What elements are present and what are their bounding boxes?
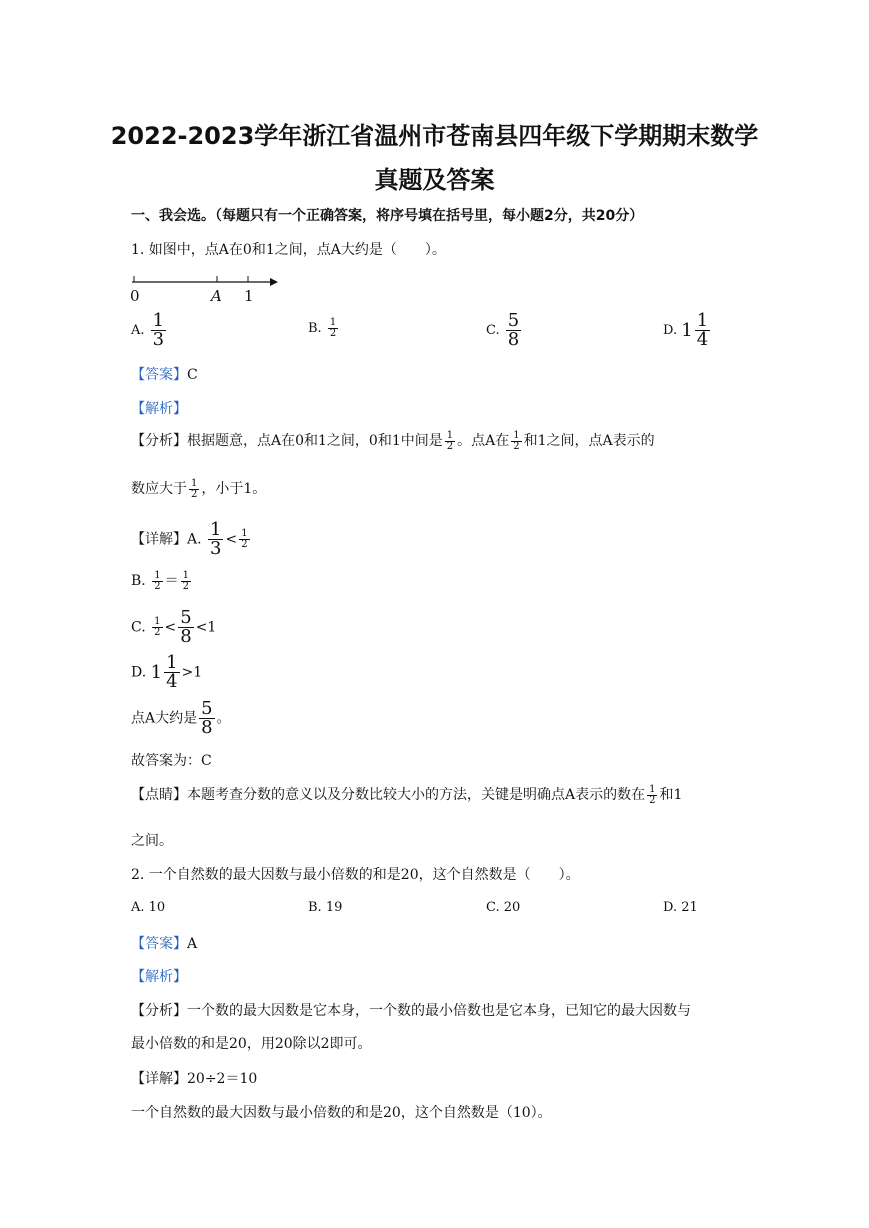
q1-option-d: D. 1 $\frac{1}{4}$ — [663, 310, 709, 350]
q2-option-a: A. 10 — [131, 900, 166, 915]
q1-stem: 1. 如图中，点A在0和1之间，点A大约是（ ）。 — [131, 242, 446, 258]
q1-dianjing-line1: 【点睛】本题考查分数的意义以及分数比较大小的方法，关键是明确点A表示的数在 $\frac{1}{2}$ 和1 — [131, 783, 683, 806]
q1-answer: 【答案】C — [131, 367, 198, 383]
q2-jiexi: 【解析】 — [131, 969, 187, 985]
q2-answer: 【答案】A — [131, 936, 198, 952]
q1-option-b: B. $\frac{1}{2}$ — [308, 317, 337, 339]
number-line — [128, 270, 288, 310]
q2-xiangjie: 【详解】20÷2＝10 — [131, 1071, 258, 1087]
q2-fenxi-line1: 【分析】一个数的最大因数是它本身，一个数的最小倍数也是它本身，已知它的最大因数与 — [131, 1003, 691, 1019]
q1-xiangjie-a: 【详解】A. $\frac{1}{3}$ < $\frac{1}{2}$ — [131, 519, 248, 559]
q2-option-c: C. 20 — [486, 900, 521, 915]
q1-dianjing-line2: 之间。 — [131, 833, 173, 849]
q2-stem: 2. 一个自然数的最大因数与最小倍数的和是20，这个自然数是（ ）。 — [131, 867, 580, 883]
q1-option-c: C. $\frac{5}{8}$ — [486, 310, 520, 350]
section-heading: 一、我会选。（每题只有一个正确答案，将序号填在括号里，每小题2分，共20分） — [131, 208, 644, 224]
doc-title-line2: 真题及答案 — [374, 166, 495, 194]
q1-xiangjie-d: D. 1 $\frac{1}{4}$ >1 — [131, 652, 203, 692]
q1-final-answer: 故答案为：C — [131, 753, 212, 769]
q1-option-a: A. $\frac{1}{3}$ — [131, 310, 165, 350]
doc-title-line1: 2022-2023学年浙江省温州市苍南县四年级下学期期末数学 — [110, 122, 759, 150]
q2-conclusion: 一个自然数的最大因数与最小倍数的和是20，这个自然数是（10）。 — [131, 1105, 552, 1121]
number-line-label-0: 0 — [130, 287, 140, 305]
q2-option-b: B. 19 — [308, 900, 343, 915]
number-line-label-a: A — [211, 287, 222, 305]
q1-conclusion: 点A大约是 $\frac{5}{8}$ 。 — [131, 698, 231, 738]
number-line-arrow — [270, 278, 278, 286]
number-line-label-1: 1 — [244, 287, 254, 305]
q2-option-d: D. 21 — [663, 900, 698, 915]
q1-fenxi-line1: 【分析】根据题意，点A在0和1之间，0和1中间是 $\frac{1}{2}$ 。点A在 $\frac{1}{2}$ 和1之间，点A表示的 — [131, 429, 655, 452]
q1-xiangjie-b: B. $\frac{1}{2}$ ＝ $\frac{1}{2}$ — [131, 569, 189, 592]
q2-fenxi-line2: 最小倍数的和是20，用20除以2即可。 — [131, 1036, 372, 1052]
q1-xiangjie-c: C. $\frac{1}{2}$ < $\frac{5}{8}$ <1 — [131, 607, 217, 647]
q1-jiexi: 【解析】 — [131, 401, 187, 417]
q1-fenxi-line2: 数应大于 $\frac{1}{2}$ ，小于1。 — [131, 477, 267, 500]
